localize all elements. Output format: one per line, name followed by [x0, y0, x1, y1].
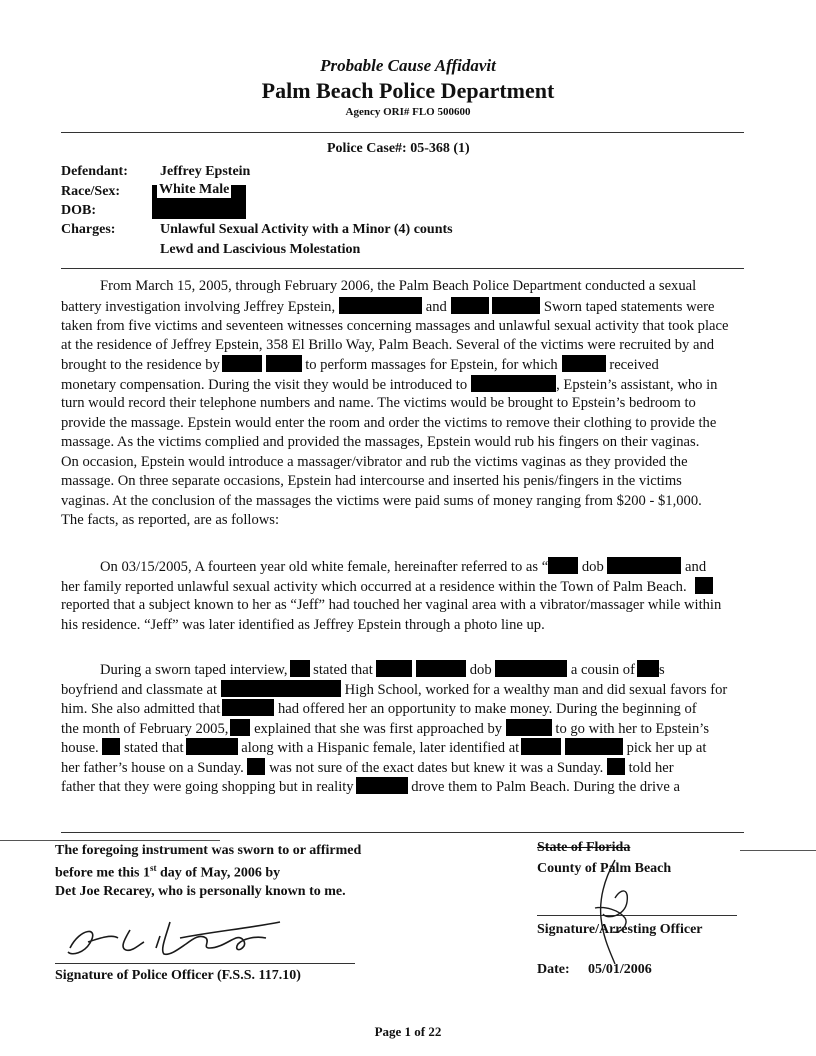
p1-line-4: at the residence of Jeffrey Epstein, 358 El Brillo Way, Palm Beach. Several of the victims were recruited by and: [61, 337, 715, 353]
p1-line-7: turn would record their telephone numbers and name. The victims would be brought to Epstein’s bedroom to: [61, 395, 696, 411]
redaction: [521, 738, 561, 755]
header-divider: [61, 132, 744, 133]
county-label: County of Palm Beach: [537, 861, 672, 876]
officer-signature-label: Signature of Police Officer (F.S.S. 117.10): [55, 968, 301, 983]
redaction: [290, 660, 310, 677]
department-name: Palm Beach Police Department: [261, 78, 555, 103]
redaction: [230, 719, 250, 736]
redaction: [222, 699, 274, 716]
p2-line-1: On 03/15/2005, A fourteen year old white female, hereinafter referred to as “ dob and: [100, 559, 707, 575]
redaction: [607, 557, 681, 574]
redaction: [416, 660, 466, 677]
p1-line-1: From March 15, 2005, through February 2006, the Palm Beach Police Department conducted a sexual: [100, 278, 697, 294]
p1-line-6: monetary compensation. During the visit they would be introduced to , Epstein’s assistant, who in: [61, 377, 718, 393]
affidavit-title: Probable Cause Affidavit: [320, 56, 496, 75]
p3-line-2: boyfriend and classmate at High School, worked for a wealthy man and did sexual favors for: [61, 682, 728, 698]
sworn-line-2: before me this 1st day of May, 2006 by: [55, 863, 281, 881]
redaction: [548, 557, 578, 574]
p1-line-5: brought to the residence by to perform massages for Epstein, for which received: [61, 357, 659, 373]
redaction: [356, 777, 408, 794]
p2-line-2: her family reported unlawful sexual activity which occurred at a residence within the Town of Palm Beach.: [61, 577, 713, 598]
case-number: Police Case#: 05-368 (1): [327, 141, 470, 156]
charges-label: Charges:: [61, 222, 116, 237]
p3-line-4: the month of February 2005, explained that she was first approached by to go with her to Epstein’s: [61, 721, 710, 737]
p2-line-3: reported that a subject known to her as “Jeff” had touched her vaginal area with a vibrator/massager while within: [61, 597, 722, 613]
redaction: [339, 297, 422, 314]
agency-ori: Agency ORI# FLO 500600: [345, 106, 471, 118]
fax-line-right: [740, 850, 816, 851]
redaction: [266, 355, 302, 372]
p1-line-12: vaginas. At the conclusion of the massages the victims were paid sums of money ranging from $200 - $1,000.: [61, 493, 702, 509]
p1-line-11: massage. On three separate occasions, Epstein had intercourse and inserted his penis/fingers in the victims: [61, 473, 682, 489]
p3-line-5: house. stated that along with a Hispanic female, later identified at pick her up at: [61, 740, 707, 756]
p1-line-2: battery investigation involving Jeffrey Epstein, and Sworn taped statements were: [61, 299, 715, 315]
p3-line-3: him. She also admitted that had offered her an opportunity to make money. During the beginning of: [61, 701, 697, 717]
redaction: [186, 738, 238, 755]
date-label: Date:: [537, 962, 570, 977]
defendant-value: Jeffrey Epstein: [160, 164, 251, 179]
redaction: [102, 738, 120, 755]
footer-divider: [61, 832, 744, 833]
redaction: [376, 660, 412, 677]
redaction: [695, 577, 713, 594]
redaction: [495, 660, 567, 677]
arresting-signature: [585, 858, 645, 968]
p2-line-4: his residence. “Jeff” was later identified as Jeffrey Epstein through a photo line up.: [61, 617, 545, 633]
redaction: [565, 738, 623, 755]
page-indicator: Page 1 of 22: [374, 1024, 442, 1039]
race-sex-label: Race/Sex:: [61, 184, 121, 199]
p3-line-1: During a sworn taped interview, stated that dob a cousin of s: [100, 662, 665, 678]
charge-1: Unlawful Sexual Activity with a Minor (4) counts: [160, 222, 453, 237]
p1-line-9: massage. As the victims complied and provided the massages, Epstein would rub his fingers on their vaginas.: [61, 434, 700, 450]
redaction: [637, 660, 659, 677]
p3-line-7: father that they were going shopping but in reality drove them to Palm Beach. During the drive a: [61, 779, 680, 795]
redaction: [607, 758, 625, 775]
charge-2: Lewd and Lascivious Molestation: [160, 242, 361, 257]
p3-line-6: her father’s house on a Sunday. was not sure of the exact dates but knew it was a Sunday. told her: [61, 760, 674, 776]
redaction: [221, 680, 341, 697]
fax-line-left: [0, 840, 220, 841]
p1-line-13: The facts, as reported, are as follows:: [61, 512, 280, 528]
p1-line-8: provide the massage. Epstein would enter the room and order the victims to remove their clothing to provide the: [61, 415, 717, 431]
redaction: [471, 375, 556, 392]
redaction: [562, 355, 606, 372]
race-sex-value: White Male: [159, 182, 230, 197]
redaction: [247, 758, 265, 775]
redaction: [492, 297, 540, 314]
officer-signature: [60, 908, 300, 968]
redaction: [451, 297, 489, 314]
redaction: [222, 355, 262, 372]
dob-label: DOB:: [61, 203, 96, 218]
defendant-label: Defendant:: [61, 164, 128, 179]
state-label: State of Florida: [537, 840, 631, 855]
p1-line-3: taken from five victims and seventeen witnesses concerning massages and unlawful sexual activity that took place: [61, 318, 729, 334]
sworn-line-1: The foregoing instrument was sworn to or affirmed: [55, 843, 362, 858]
sworn-line-3: Det Joe Recarey, who is personally known to me.: [55, 884, 346, 899]
p1-line-10: On occasion, Epstein would introduce a massager/vibrator and rub the victims vaginas as they provided the: [61, 454, 688, 470]
officer-signature-line: [55, 963, 355, 964]
arresting-officer-label: Signature/Arresting Officer: [537, 922, 703, 937]
info-divider: [61, 268, 744, 269]
redaction: [506, 719, 552, 736]
date-value: 05/01/2006: [588, 962, 652, 977]
